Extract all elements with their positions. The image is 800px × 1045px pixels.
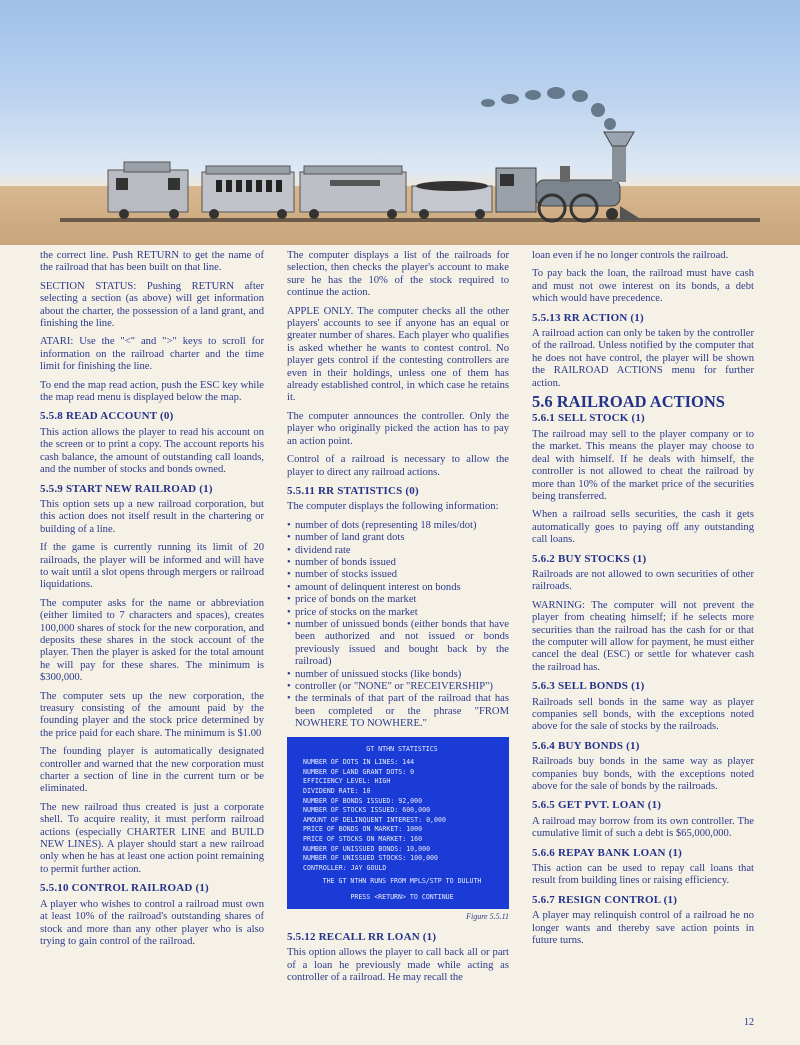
paragraph: When a railroad sells securities, the cash it gets automatically goes to paying off any outstanding call loans. xyxy=(532,509,754,546)
section-heading: 5.5.9 START NEW RAILROAD (1) xyxy=(40,482,213,495)
screen-line: PRICE OF BONDS ON MARKET: 1000 xyxy=(303,825,423,834)
list-item: • number of bonds issued xyxy=(287,557,509,569)
screen-line: DIVIDEND RATE: 10 xyxy=(303,787,371,795)
list-item: • dividend rate xyxy=(287,545,509,557)
screen-prompt: PRESS <RETURN> TO CONTINUE xyxy=(350,892,454,901)
list-item: • the terminals of that part of the railroad that has been completed or the phrase "FROM NOWHERE TO NOWHERE." xyxy=(287,693,509,730)
list-item: • number of unissued stocks (like bonds) xyxy=(287,669,509,681)
screen-line: CONTROLLER: JAY GOULD xyxy=(303,863,387,872)
list-item: • amount of delinquent interest on bonds xyxy=(287,582,509,594)
column-middle xyxy=(287,250,509,991)
paragraph: loan even if he no longer controls the railroad. xyxy=(532,250,729,261)
paragraph: The computer announces the controller. Only the player who originally picked the action has to pay an action point. xyxy=(287,410,509,447)
section-heading: 5.6.5 GET PVT. LOAN (1) xyxy=(532,799,662,812)
screen-line: PRICE OF STOCKS ON MARKET: 160 xyxy=(303,834,423,843)
paragraph: The new railroad thus created is just a corporate shell. To acquire reality, it must perform railroad actions (especially CHARTER LINE and BUILD NEW LINES). A player should start a new railroad only when he has at least one action point remaining to permit further action. xyxy=(40,801,264,875)
screen-title: GT NTHN STATISTICS xyxy=(366,744,438,753)
column-left xyxy=(40,250,264,954)
paragraph: This option sets up a new railroad corporation, but this action does not itself result in the chartering or building of a line. xyxy=(40,498,264,535)
paragraph: APPLE ONLY. The computer checks all the other players' accounts to see if anyone has an equal or greater number of shares. Each player who qualifies is asked whether he wants to contest control. No player gets control if the contesting controllers are even in their holdings, unless one of them has already established control, in which case he retains it. xyxy=(287,305,509,404)
paragraph: This option allows the player to call back all or part of a loan he previously made while acting as controller of a railroad. He may recall the xyxy=(287,947,509,984)
passenger-car xyxy=(202,166,294,219)
list-item: • number of unissued bonds (either bonds that have been authorized and not issued or bonds previously issued and bought back by the railroad) xyxy=(287,619,509,669)
paragraph: Railroads sell bonds in the same way as player companies sell bonds, with the exceptions noted above for the sale of stocks by the railroads. xyxy=(532,696,754,733)
paragraph: A railroad may borrow from its own controller. The cumulative limit of such a debt is $65,000,000. xyxy=(532,815,754,840)
paragraph: If the game is currently running its limit of 20 railroads, the player will be informed and will have to wait until a slot opens through mergers or railroad liquidations. xyxy=(40,542,264,591)
section-heading: 5.5.12 RECALL RR LOAN (1) xyxy=(287,930,437,943)
screen-line: AMOUNT OF DELINQUENT INTEREST: 0,000 xyxy=(303,815,446,824)
screen-route: THE GT NTHN RUNS FROM MPLS/STP TO DULUTH xyxy=(322,877,482,886)
paragraph: The founding player is automatically designated controller and warned that the new corporation must charter a section of line in the current turn or be eliminated. xyxy=(40,746,264,795)
screen-line: NUMBER OF UNISSUED BONDS: 10,000 xyxy=(303,844,431,853)
section-heading: 5.6.2 BUY STOCKS (1) xyxy=(532,552,647,565)
coal-car xyxy=(412,181,492,219)
paragraph: The computer sets up the new corporation, the treasury consisting of the amount paid by the founding player and the stock price determined by the price paid for each share. The minimum is $1.00 xyxy=(40,690,264,739)
page-number: 12 xyxy=(744,1017,754,1028)
section-heading: 5.6.4 BUY BONDS (1) xyxy=(532,739,640,752)
boxcar xyxy=(300,166,406,219)
paragraph: To end the map read action, push the ESC key while the map read menu is displayed below the map. xyxy=(40,379,264,404)
section-heading: 5.6.1 SELL STOCK (1) xyxy=(532,412,645,425)
paragraph: Railroads are not allowed to own securities of other railroads. xyxy=(532,568,754,593)
statistics-list xyxy=(287,520,509,731)
section-heading: 5.5.8 READ ACCOUNT (0) xyxy=(40,410,174,423)
smoke-plume xyxy=(481,87,616,130)
paragraph: A player may relinquish control of a railroad he no longer wants and thereby save action points in future turns. xyxy=(532,910,754,947)
paragraph: A player who wishes to control a railroad must own at least 10% of the railroad's outstanding shares of stock and more than any other player who is also trying to gain control of the railroad. xyxy=(40,898,264,947)
paragraph: This action can be used to repay call loans that result from building lines or raising efficiency. xyxy=(532,863,754,887)
screen-line: NUMBER OF STOCKS ISSUED: 600,000 xyxy=(303,806,431,815)
screen-line: NUMBER OF BONDS ISSUED: 92,000 xyxy=(303,796,423,805)
paragraph: The railroad may sell to the player company or to the market. This means the player may choose to deal with himself. If he deals with himself, the controller is not allowed to cheat the railroad by more than 10% of the market price of the securities being transferred. xyxy=(532,428,754,502)
list-item: • number of dots (representing 18 miles/dot) xyxy=(287,520,509,532)
list-item: • price of stocks on the market xyxy=(287,607,509,619)
paragraph: The computer displays a list of the railroads for selection, then checks the player's account to make sure he has the 10% of the stock required to continue the action. xyxy=(287,250,509,299)
paragraph: The computer asks for the name or abbreviation (either limited to 7 characters and spaces), creates 100,000 shares of stock for the new corporation, and deposits these shares in the stock account of the player. Then the player is asked for the total amount he will pay for these shares. The minimum is $300,000. xyxy=(40,597,264,684)
train-illustration xyxy=(0,0,800,245)
column-right xyxy=(532,250,754,954)
screen-line: NUMBER OF UNISSUED STOCKS: 100,000 xyxy=(303,854,438,863)
paragraph: This action allows the player to read his account on the screen or to print a copy. The account reports his cash balance, the amount of outstanding call loands, and the number of stocks and bonds owned. xyxy=(40,426,264,476)
paragraph: WARNING: The computer will not prevent the player from cheating himself; if he selects more securities than the railroad has the cash for or that the computer will allow for payment, he must either cancel the deal (ESC) or settle for whatever cash the railroad has. xyxy=(532,599,754,673)
paragraph: The computer displays the following information: xyxy=(287,501,499,513)
list-item: • number of stocks issued xyxy=(287,569,509,581)
section-heading: 5.5.10 CONTROL RAILROAD (1) xyxy=(40,882,209,895)
list-item: • number of land grant dots xyxy=(287,532,509,544)
train-drawing xyxy=(0,0,800,245)
paragraph: Control of a railroad is necessary to allow the player to direct any railroad actions. xyxy=(287,454,509,478)
section-heading: 5.5.13 RR ACTION (1) xyxy=(532,311,644,324)
section-heading: 5.6.7 RESIGN CONTROL (1) xyxy=(532,893,678,906)
figure-caption: Figure 5.5.11 xyxy=(466,911,509,921)
section-heading: 5.6.6 REPAY BANK LOAN (1) xyxy=(532,846,683,859)
paragraph: To pay back the loan, the railroad must have cash and must not owe interest on its bonds, a debt which would have precedence. xyxy=(532,268,754,305)
chapter-heading: 5.6 RAILROAD ACTIONS xyxy=(532,392,725,412)
paragraph: ATARI: Use the "<" and ">" keys to scroll for information on the railroad charter and the time limit for finishing the line. xyxy=(40,336,264,373)
list-item: • price of bonds on the market xyxy=(287,594,509,606)
section-heading: 5.6.3 SELL BONDS (1) xyxy=(532,680,645,693)
paragraph: the correct line. Push RETURN to get the name of the railroad that has been built on that line. xyxy=(40,250,264,274)
statistics-screen-figure xyxy=(287,737,509,909)
paragraph: SECTION STATUS: Pushing RETURN after selecting a section (as above) will get information about the charter, the possession of a land grant, and finishing the line. xyxy=(40,280,264,330)
screen-line: EFFICIENCY LEVEL: HIGH xyxy=(303,777,391,786)
screen-line: NUMBER OF LAND GRANT DOTS: 0 xyxy=(303,767,415,776)
locomotive xyxy=(496,132,642,221)
list-item: • controller (or "NONE" or "RECEIVERSHIP") xyxy=(287,681,509,693)
paragraph: A railroad action can only be taken by the controller of the railroad. Unless notified by the computer that he does not have control, the player will be shown the RAILROAD ACTIONS menu for further action. xyxy=(532,328,754,389)
screen-line: NUMBER OF DOTS IN LINES: 144 xyxy=(303,758,415,767)
caboose-car xyxy=(108,162,188,219)
paragraph: Railroads buy bonds in the same way as player companies buy bonds, with the exceptions noted above for the sale of bonds by the railroads. xyxy=(532,756,754,793)
section-heading: 5.5.11 RR STATISTICS (0) xyxy=(287,484,419,497)
